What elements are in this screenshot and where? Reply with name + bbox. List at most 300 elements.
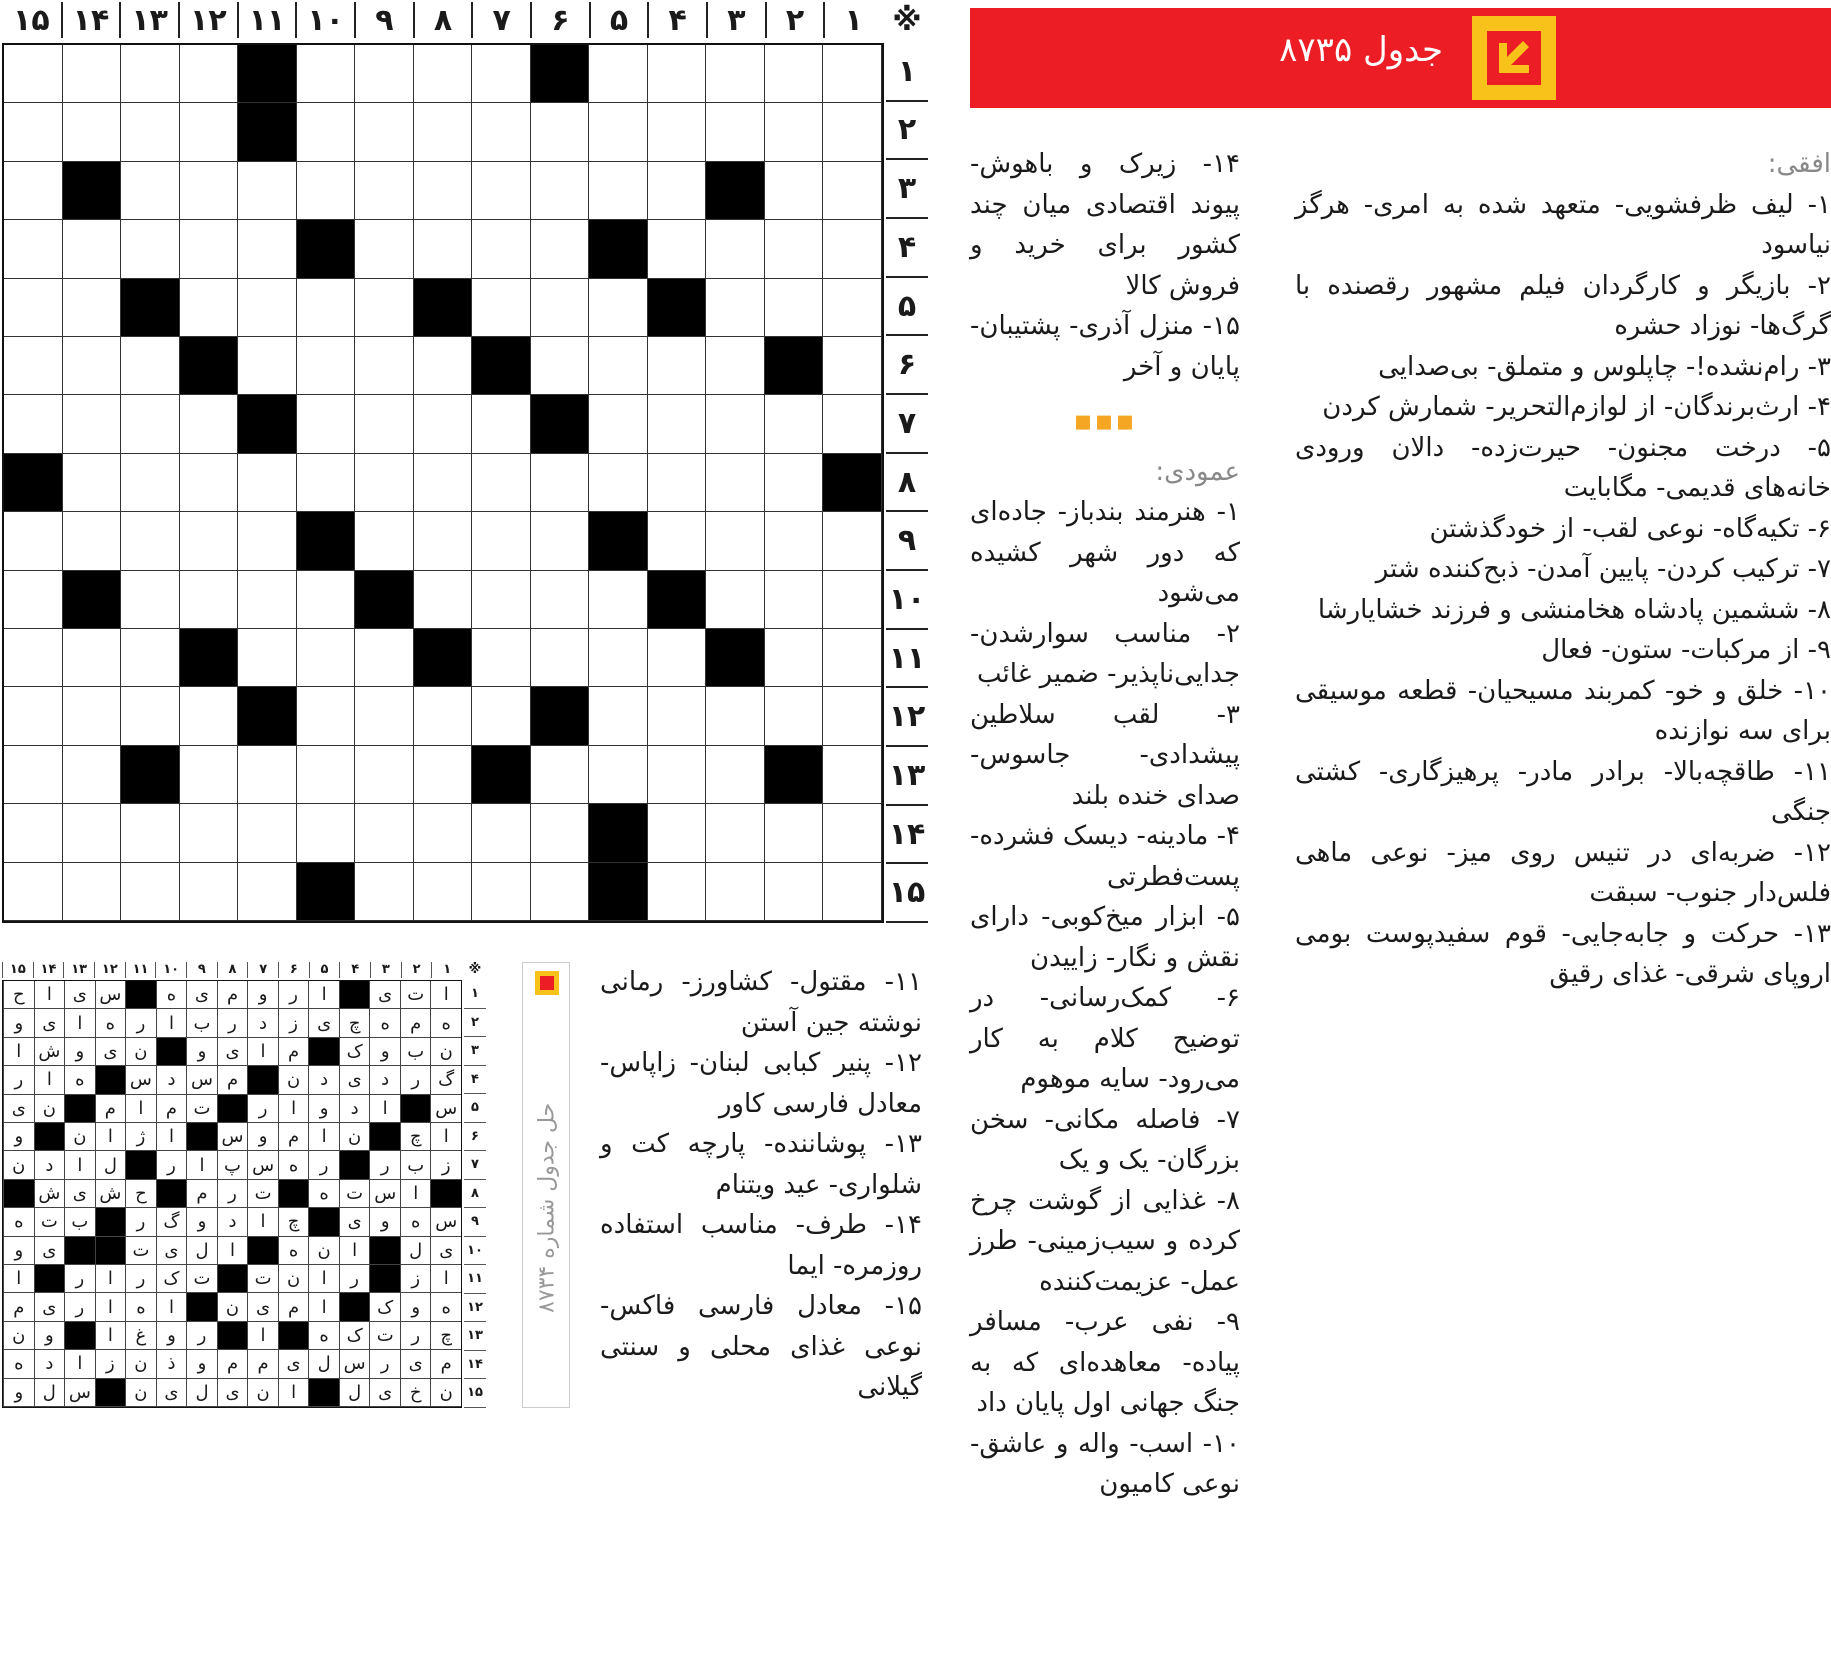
solution-cell: س xyxy=(64,1379,95,1407)
grid-cell[interactable] xyxy=(531,162,590,220)
grid-cell[interactable] xyxy=(706,512,765,570)
grid-cell[interactable] xyxy=(63,103,122,161)
solution-cell: ی xyxy=(156,1237,187,1265)
row-number: ۵ xyxy=(886,278,928,337)
grid-cell[interactable] xyxy=(765,103,824,161)
solution-cell: ی xyxy=(400,1350,431,1378)
solution-cell: ا xyxy=(308,1123,339,1151)
grid-cell[interactable] xyxy=(355,337,414,395)
grid-cell[interactable] xyxy=(180,103,239,161)
grid-cell[interactable] xyxy=(4,571,63,629)
grid-cell[interactable] xyxy=(765,279,824,337)
grid-cell[interactable] xyxy=(472,220,531,278)
grid-cell[interactable] xyxy=(63,45,122,103)
grid-cell[interactable] xyxy=(472,804,531,862)
grid-cell[interactable] xyxy=(355,279,414,337)
solution-cell: م xyxy=(3,1293,34,1321)
across-clue: ۱۳- حرکت و جابه‌جایی- قوم سفیدپوست بومی اروپای شرقی- غذای رقیق xyxy=(1295,918,1831,989)
grid-cell[interactable] xyxy=(297,279,356,337)
grid-cell[interactable] xyxy=(472,512,531,570)
grid-cell[interactable] xyxy=(238,629,297,687)
grid-cell[interactable] xyxy=(63,746,122,804)
solution-row-number: ۱۲ xyxy=(464,1294,486,1323)
grid-cell[interactable] xyxy=(355,220,414,278)
grid-cell[interactable] xyxy=(706,395,765,453)
solution-cell: ت xyxy=(34,1208,65,1236)
grid-cell[interactable] xyxy=(648,220,707,278)
solution-cell: ح xyxy=(125,1180,156,1208)
solution-black-cell xyxy=(278,1322,309,1350)
grid-cell[interactable] xyxy=(63,454,122,512)
grid-cell[interactable] xyxy=(180,863,239,921)
grid-cell[interactable] xyxy=(355,162,414,220)
grid-cell[interactable] xyxy=(414,45,473,103)
solution-cell: پ xyxy=(217,1151,248,1179)
grid-cell[interactable] xyxy=(355,629,414,687)
solution-cell: ا xyxy=(95,1322,126,1350)
solution-cell: ر xyxy=(186,1322,217,1350)
grid-cell[interactable] xyxy=(589,337,648,395)
grid-cell[interactable] xyxy=(531,863,590,921)
grid-cell[interactable] xyxy=(4,279,63,337)
grid-cell[interactable] xyxy=(414,103,473,161)
solution-cell: ه xyxy=(430,1009,461,1037)
grid-cell[interactable] xyxy=(823,279,882,337)
grid-cell[interactable] xyxy=(648,337,707,395)
grid-cell[interactable] xyxy=(180,804,239,862)
solution-cell: ر xyxy=(308,1151,339,1179)
grid-cell[interactable] xyxy=(531,103,590,161)
grid-cell[interactable] xyxy=(4,512,63,570)
grid-cell[interactable] xyxy=(648,687,707,745)
grid-cell[interactable] xyxy=(706,337,765,395)
solution-cell: ا xyxy=(430,1265,461,1293)
grid-cell[interactable] xyxy=(589,687,648,745)
solution-cell: ز xyxy=(95,1350,126,1378)
solution-row-number: ۱۴ xyxy=(464,1351,486,1380)
grid-cell[interactable] xyxy=(589,162,648,220)
grid-cell[interactable] xyxy=(765,687,824,745)
solution-cell: ر xyxy=(156,1151,187,1179)
row-number: ۱۱ xyxy=(886,630,928,689)
solution-cell: ی xyxy=(430,1237,461,1265)
grid-cell[interactable] xyxy=(355,454,414,512)
grid-cell[interactable] xyxy=(706,746,765,804)
grid-cell[interactable] xyxy=(531,279,590,337)
grid-cell[interactable] xyxy=(121,45,180,103)
grid-cell[interactable] xyxy=(531,629,590,687)
grid-cell[interactable] xyxy=(297,395,356,453)
grid-cell[interactable] xyxy=(472,629,531,687)
grid-cell[interactable] xyxy=(180,220,239,278)
grid-cell[interactable] xyxy=(706,863,765,921)
grid-cell[interactable] xyxy=(472,395,531,453)
grid-cell[interactable] xyxy=(4,804,63,862)
grid-cell[interactable] xyxy=(472,45,531,103)
grid-cell[interactable] xyxy=(589,571,648,629)
grid-cell[interactable] xyxy=(414,746,473,804)
grid-cell[interactable] xyxy=(706,454,765,512)
grid-cell[interactable] xyxy=(297,337,356,395)
middle-clues-column xyxy=(970,144,1240,1505)
solution-cell: س xyxy=(430,1095,461,1123)
solution-cell: ح xyxy=(3,981,34,1009)
grid-cell[interactable] xyxy=(121,454,180,512)
grid-cell[interactable] xyxy=(765,804,824,862)
grid-cell[interactable] xyxy=(589,629,648,687)
solution-black-cell xyxy=(34,1265,65,1293)
grid-cell[interactable] xyxy=(823,804,882,862)
row-number: ۸ xyxy=(886,454,928,513)
solution-cell: ت xyxy=(247,1265,278,1293)
grid-cell[interactable] xyxy=(355,804,414,862)
row-number: ۱۲ xyxy=(886,688,928,747)
solution-cell: ن xyxy=(308,1237,339,1265)
grid-cell[interactable] xyxy=(180,279,239,337)
grid-cell[interactable] xyxy=(414,220,473,278)
grid-cell[interactable] xyxy=(648,103,707,161)
grid-cell[interactable] xyxy=(648,746,707,804)
grid-cell[interactable] xyxy=(297,746,356,804)
solution-black-cell xyxy=(95,1379,126,1407)
grid-cell[interactable] xyxy=(297,571,356,629)
grid-cell[interactable] xyxy=(180,454,239,512)
solution-cell: ل xyxy=(186,1237,217,1265)
grid-cell[interactable] xyxy=(4,337,63,395)
grid-cell[interactable] xyxy=(4,162,63,220)
grid-cell[interactable] xyxy=(297,687,356,745)
grid-cell[interactable] xyxy=(706,687,765,745)
grid-cell[interactable] xyxy=(531,220,590,278)
solution-cell: ن xyxy=(247,1379,278,1407)
grid-cell[interactable] xyxy=(355,45,414,103)
grid-cell[interactable] xyxy=(414,804,473,862)
grid-cell[interactable] xyxy=(823,571,882,629)
grid-cell[interactable] xyxy=(531,571,590,629)
solution-cell: ه xyxy=(125,1293,156,1321)
grid-cell[interactable] xyxy=(63,512,122,570)
black-cell xyxy=(648,279,707,337)
solution-cell: س xyxy=(217,1123,248,1151)
black-cell xyxy=(648,571,707,629)
grid-cell[interactable] xyxy=(589,103,648,161)
solution-cell: ر xyxy=(247,1095,278,1123)
grid-cell[interactable] xyxy=(823,220,882,278)
grid-cell[interactable] xyxy=(297,45,356,103)
grid-cell[interactable] xyxy=(121,804,180,862)
grid-cell[interactable] xyxy=(297,454,356,512)
grid-cell[interactable] xyxy=(531,512,590,570)
grid-cell[interactable] xyxy=(238,804,297,862)
black-cell xyxy=(823,454,882,512)
grid-cell[interactable] xyxy=(765,45,824,103)
grid-cell[interactable] xyxy=(414,571,473,629)
down-clue: ۱۲- پنیر کبابی لبنان- زاپاس- معادل فارسی کاور xyxy=(600,1048,922,1119)
grid-cell[interactable] xyxy=(648,804,707,862)
grid-cell[interactable] xyxy=(238,454,297,512)
grid-cell[interactable] xyxy=(472,454,531,512)
grid-cell[interactable] xyxy=(4,220,63,278)
grid-cell[interactable] xyxy=(648,629,707,687)
black-cell xyxy=(589,804,648,862)
column-number: ۱۳ xyxy=(119,2,178,38)
solution-row-number: ۱۵ xyxy=(464,1379,486,1408)
solution-cell: د xyxy=(308,1066,339,1094)
row-number: ۶ xyxy=(886,336,928,395)
solution-cell: ب xyxy=(400,1038,431,1066)
grid-cell[interactable] xyxy=(4,687,63,745)
solution-column-numbers xyxy=(0,962,485,978)
grid-cell[interactable] xyxy=(531,337,590,395)
grid-cell[interactable] xyxy=(823,629,882,687)
grid-cell[interactable] xyxy=(414,687,473,745)
grid-cell[interactable] xyxy=(355,863,414,921)
grid-cell[interactable] xyxy=(121,337,180,395)
solution-cell: ز xyxy=(430,1151,461,1179)
solution-label: حل جدول شماره ۸۷۳۴ xyxy=(534,1102,560,1314)
solution-cell: و xyxy=(400,1293,431,1321)
black-cell xyxy=(297,512,356,570)
across-clue: ۱۱- طاقچه‌بالا- برادر مادر- پرهیزگاری- کشتی جنگی xyxy=(1295,756,1831,827)
grid-cell[interactable] xyxy=(765,395,824,453)
grid-cell[interactable] xyxy=(823,395,882,453)
grid-cell[interactable] xyxy=(63,804,122,862)
row-number: ۱۰ xyxy=(886,571,928,630)
column-number: ۵ xyxy=(589,2,648,38)
black-cell xyxy=(238,395,297,453)
solution-cell: و xyxy=(308,1095,339,1123)
solution-cell: ن xyxy=(278,1066,309,1094)
solution-black-cell xyxy=(339,981,370,1009)
solution-cell: س xyxy=(247,1151,278,1179)
grid-cell[interactable] xyxy=(823,45,882,103)
grid-cell[interactable] xyxy=(823,162,882,220)
black-cell xyxy=(4,454,63,512)
solution-row-number: ۸ xyxy=(464,1180,486,1209)
black-cell xyxy=(531,45,590,103)
grid-cell[interactable] xyxy=(4,629,63,687)
grid-cell[interactable] xyxy=(180,746,239,804)
grid-cell[interactable] xyxy=(589,454,648,512)
solution-black-cell xyxy=(308,1379,339,1407)
black-cell xyxy=(706,629,765,687)
grid-cell[interactable] xyxy=(589,279,648,337)
solution-cell: ر xyxy=(3,1066,34,1094)
solution-column-number: ۱۰ xyxy=(155,962,186,978)
grid-cell[interactable] xyxy=(63,687,122,745)
solution-cell: ه xyxy=(278,1237,309,1265)
solution-cell: ن xyxy=(64,1123,95,1151)
grid-cell[interactable] xyxy=(414,395,473,453)
grid-cell[interactable] xyxy=(648,45,707,103)
black-cell xyxy=(589,220,648,278)
grid-cell[interactable] xyxy=(121,629,180,687)
grid-cell[interactable] xyxy=(238,863,297,921)
grid-cell[interactable] xyxy=(63,337,122,395)
grid-cell[interactable] xyxy=(589,45,648,103)
grid-cell[interactable] xyxy=(765,162,824,220)
grid-cell[interactable] xyxy=(531,454,590,512)
grid-cell[interactable] xyxy=(706,103,765,161)
grid-cell[interactable] xyxy=(765,512,824,570)
grid-cell[interactable] xyxy=(531,804,590,862)
column-number: ۶ xyxy=(530,2,589,38)
solution-cell: ه xyxy=(156,981,187,1009)
grid-cell[interactable] xyxy=(180,512,239,570)
grid-cell[interactable] xyxy=(648,162,707,220)
grid-cell[interactable] xyxy=(121,512,180,570)
solution-cell: ت xyxy=(186,1265,217,1293)
grid-cell[interactable] xyxy=(823,746,882,804)
grid-cell[interactable] xyxy=(180,45,239,103)
grid-cell[interactable] xyxy=(531,746,590,804)
grid-cell[interactable] xyxy=(355,687,414,745)
row-number: ۷ xyxy=(886,395,928,454)
grid-cell[interactable] xyxy=(355,746,414,804)
grid-cell[interactable] xyxy=(823,687,882,745)
grid-cell[interactable] xyxy=(472,571,531,629)
solution-cell: ت xyxy=(400,981,431,1009)
down-list xyxy=(970,492,1240,1505)
grid-cell[interactable] xyxy=(4,45,63,103)
grid-cell[interactable] xyxy=(238,220,297,278)
solution-cell: س xyxy=(369,1180,400,1208)
grid-cell[interactable] xyxy=(706,804,765,862)
solution-cell: م xyxy=(278,1123,309,1151)
solution-black-cell xyxy=(339,1293,370,1321)
grid-cell[interactable] xyxy=(648,395,707,453)
grid-cell[interactable] xyxy=(648,454,707,512)
grid-cell[interactable] xyxy=(121,395,180,453)
grid-cell[interactable] xyxy=(63,863,122,921)
grid-cell[interactable] xyxy=(355,395,414,453)
solution-black-cell xyxy=(95,1066,126,1094)
solution-cell: د xyxy=(34,1151,65,1179)
grid-cell[interactable] xyxy=(297,804,356,862)
solution-cell: ن xyxy=(430,1379,461,1407)
grid-cell[interactable] xyxy=(765,220,824,278)
grid-cell[interactable] xyxy=(472,162,531,220)
grid-cell[interactable] xyxy=(589,746,648,804)
crossword-grid[interactable] xyxy=(2,43,884,923)
grid-cell[interactable] xyxy=(121,571,180,629)
grid-cell[interactable] xyxy=(297,103,356,161)
solution-row-number: ۴ xyxy=(464,1066,486,1095)
grid-cell[interactable] xyxy=(63,395,122,453)
grid-cell[interactable] xyxy=(4,746,63,804)
grid-cell[interactable] xyxy=(63,279,122,337)
grid-cell[interactable] xyxy=(414,512,473,570)
grid-cell[interactable] xyxy=(414,162,473,220)
grid-cell[interactable] xyxy=(121,220,180,278)
grid-cell[interactable] xyxy=(121,687,180,745)
grid-cell[interactable] xyxy=(823,512,882,570)
grid-cell[interactable] xyxy=(238,746,297,804)
black-cell xyxy=(765,337,824,395)
grid-cell[interactable] xyxy=(472,687,531,745)
grid-cell[interactable] xyxy=(765,571,824,629)
grid-cell[interactable] xyxy=(706,220,765,278)
solution-row-number: ۱۱ xyxy=(464,1265,486,1294)
solution-cell: ل xyxy=(186,1379,217,1407)
column-number: ۱۴ xyxy=(61,2,120,38)
solution-black-cell xyxy=(64,1095,95,1123)
solution-cell: ک xyxy=(156,1265,187,1293)
grid-cell[interactable] xyxy=(765,863,824,921)
grid-cell[interactable] xyxy=(706,571,765,629)
grid-cell[interactable] xyxy=(180,687,239,745)
grid-cell[interactable] xyxy=(238,571,297,629)
grid-cell[interactable] xyxy=(238,337,297,395)
solution-cell: ی xyxy=(339,1066,370,1094)
solution-cell: ی xyxy=(3,1095,34,1123)
grid-cell[interactable] xyxy=(472,279,531,337)
solution-cell: ر xyxy=(64,1293,95,1321)
grid-cell[interactable] xyxy=(765,454,824,512)
grid-cell[interactable] xyxy=(589,395,648,453)
column-number: ۹ xyxy=(354,2,413,38)
grid-cell[interactable] xyxy=(238,162,297,220)
grid-cell[interactable] xyxy=(63,629,122,687)
solution-cell: ا xyxy=(156,1009,187,1037)
grid-cell[interactable] xyxy=(180,162,239,220)
grid-cell[interactable] xyxy=(765,629,824,687)
grid-cell[interactable] xyxy=(297,629,356,687)
solution-cell: ن xyxy=(34,1095,65,1123)
grid-cell[interactable] xyxy=(414,337,473,395)
solution-cell: ی xyxy=(64,1180,95,1208)
grid-cell[interactable] xyxy=(121,863,180,921)
grid-cell[interactable] xyxy=(238,279,297,337)
grid-cell[interactable] xyxy=(355,512,414,570)
grid-cell[interactable] xyxy=(472,103,531,161)
grid-cell[interactable] xyxy=(121,162,180,220)
grid-cell[interactable] xyxy=(472,863,531,921)
grid-row-numbers xyxy=(886,43,928,923)
solution-cell: ش xyxy=(34,1038,65,1066)
grid-cell[interactable] xyxy=(823,337,882,395)
grid-cell[interactable] xyxy=(414,454,473,512)
grid-cell[interactable] xyxy=(297,162,356,220)
grid-cell[interactable] xyxy=(355,103,414,161)
grid-cell[interactable] xyxy=(706,45,765,103)
solution-cell: ا xyxy=(247,1208,278,1236)
solution-cell: ا xyxy=(3,1038,34,1066)
grid-cell[interactable] xyxy=(238,512,297,570)
grid-cell[interactable] xyxy=(823,103,882,161)
grid-cell[interactable] xyxy=(706,279,765,337)
grid-cell[interactable] xyxy=(4,863,63,921)
solution-cell: ت xyxy=(339,1180,370,1208)
solution-cell: م xyxy=(156,1095,187,1123)
grid-cell[interactable] xyxy=(121,103,180,161)
grid-cell[interactable] xyxy=(63,220,122,278)
solution-cell: ک xyxy=(339,1038,370,1066)
grid-cell[interactable] xyxy=(180,571,239,629)
solution-black-cell xyxy=(95,1208,126,1236)
solution-cell: ا xyxy=(34,1066,65,1094)
grid-cell[interactable] xyxy=(414,863,473,921)
column-number: ۳ xyxy=(706,2,765,38)
grid-cell[interactable] xyxy=(648,863,707,921)
solution-cell: ز xyxy=(400,1265,431,1293)
grid-cell[interactable] xyxy=(4,395,63,453)
solution-cell: ر xyxy=(64,1265,95,1293)
grid-cell[interactable] xyxy=(823,863,882,921)
grid-cell[interactable] xyxy=(4,103,63,161)
grid-cell[interactable] xyxy=(180,395,239,453)
grid-cell[interactable] xyxy=(648,512,707,570)
